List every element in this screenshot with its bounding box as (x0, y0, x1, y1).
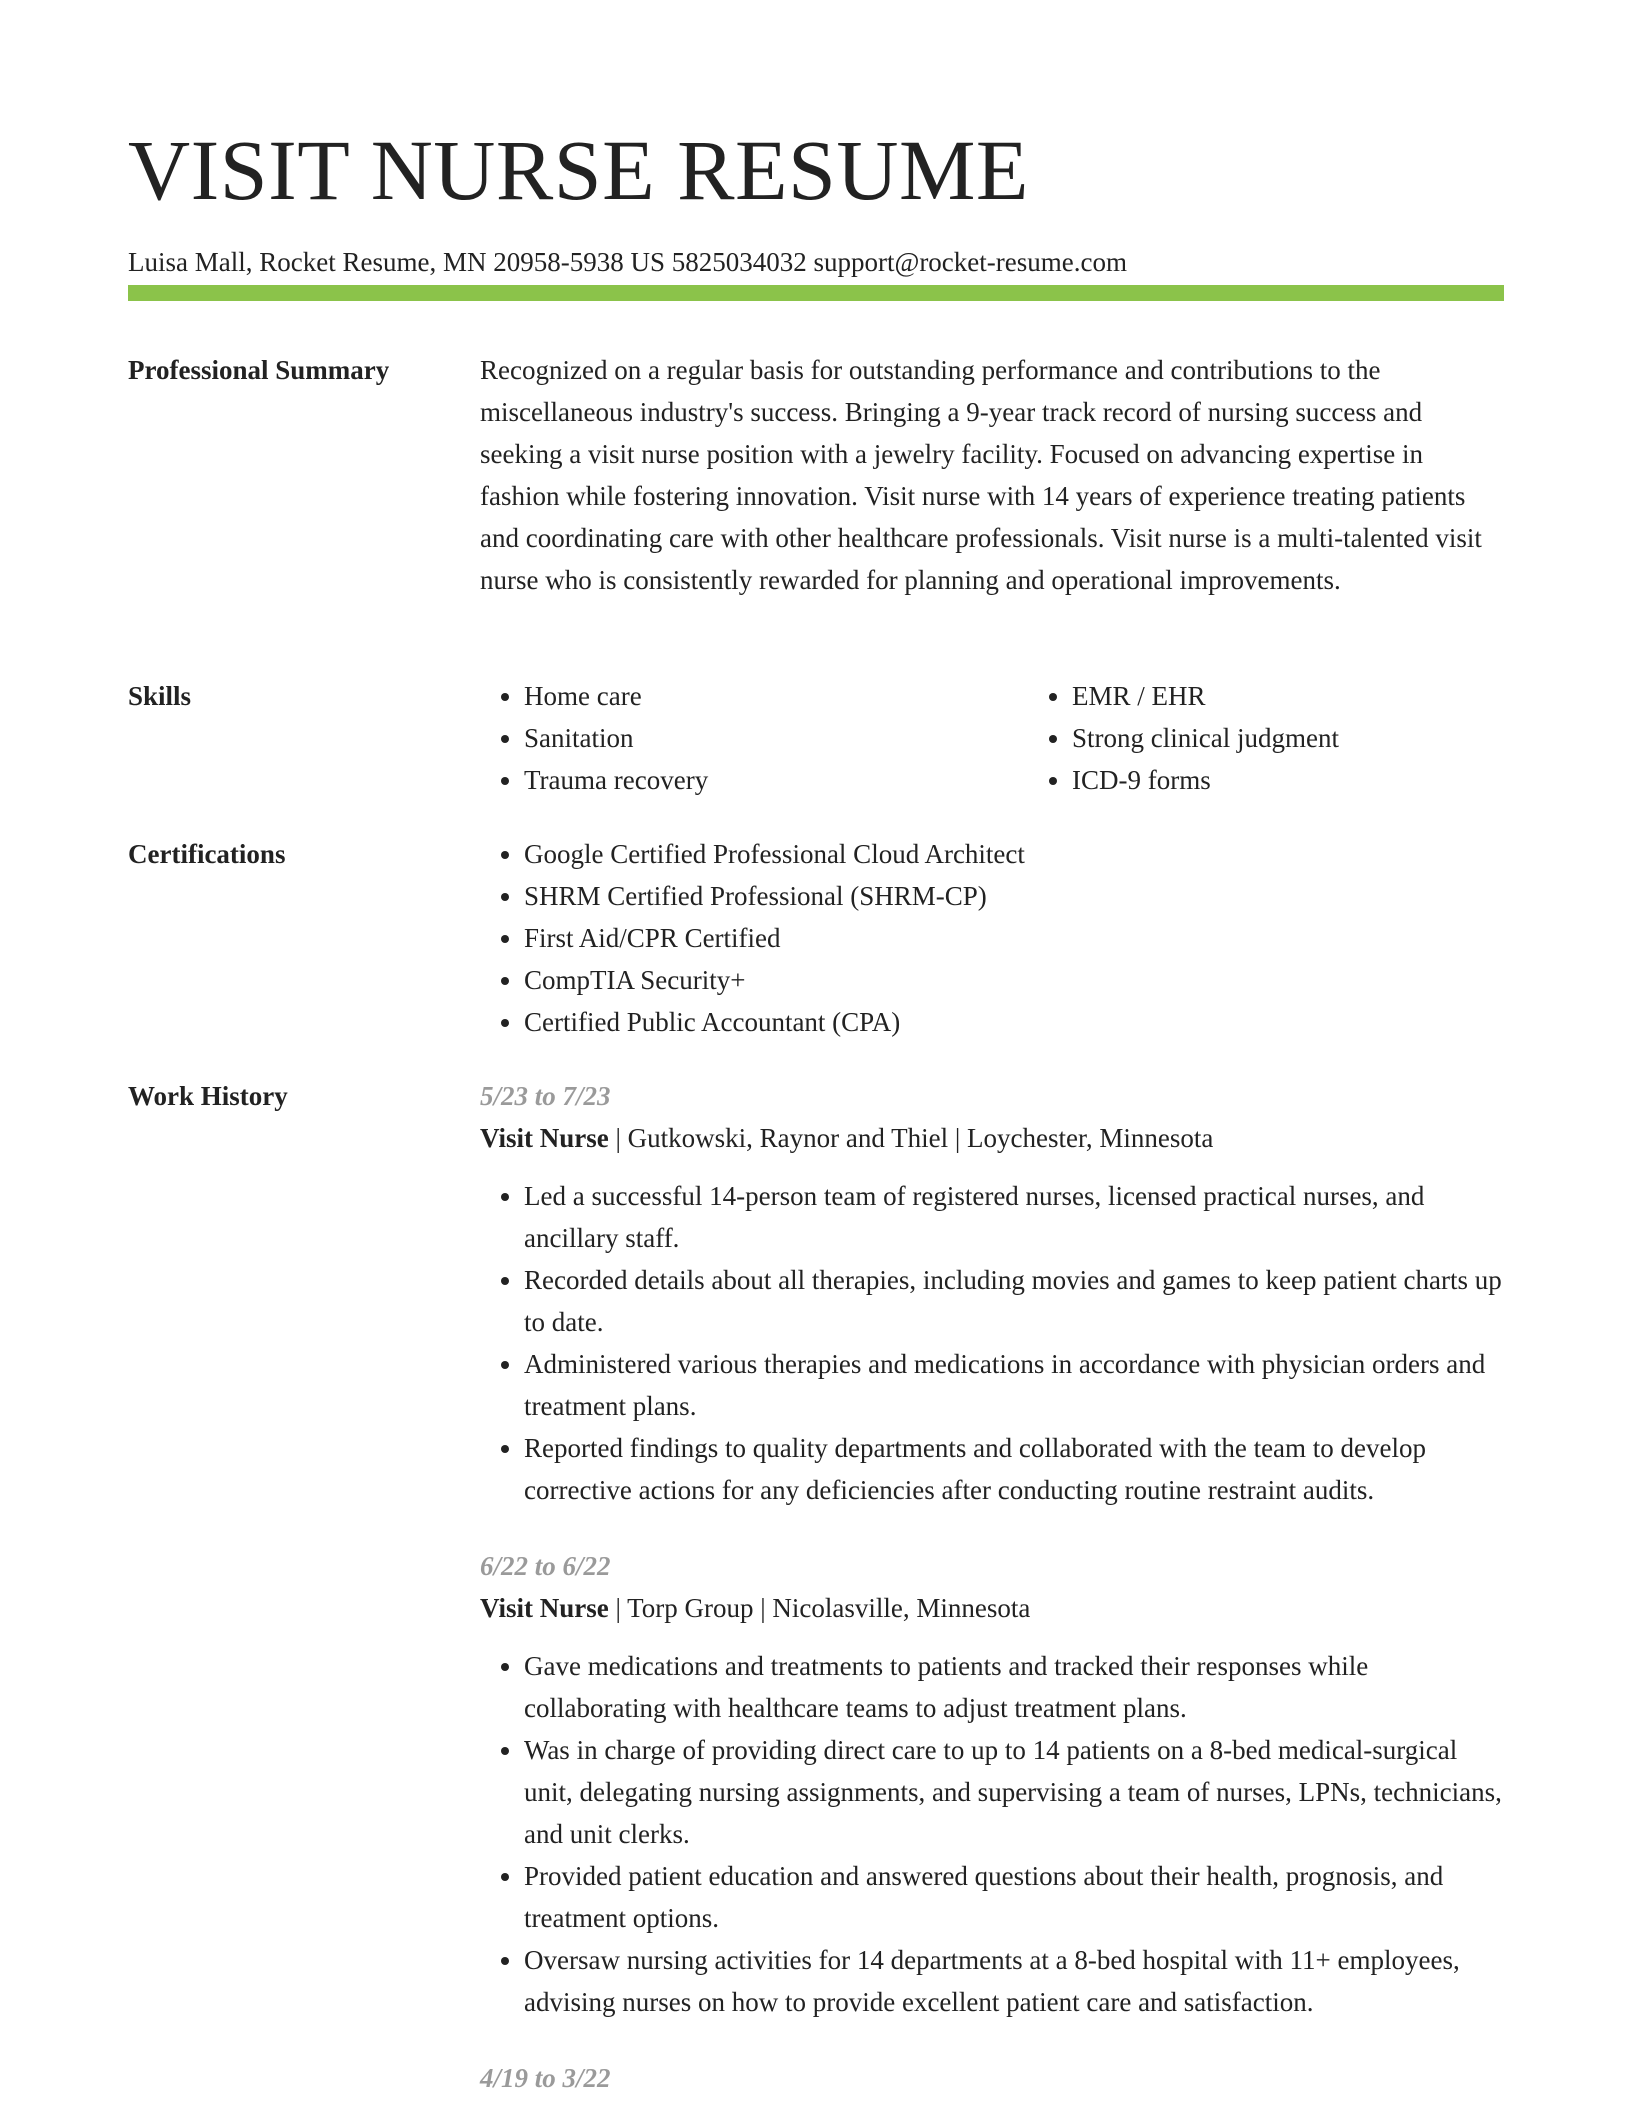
job-title-line (480, 1117, 1504, 1159)
contact-line: Luisa Mall, Rocket Resume, MN 20958-5938 US 5825034032 support@rocket-resume.com (128, 247, 1127, 277)
list-item: • EMR / EHR (1072, 675, 1576, 717)
work-history-section (128, 1075, 1504, 2112)
job-dates: 4/19 to 3/22 (480, 2063, 611, 2093)
list-item: • Recorded details about all therapies, including movies and games to keep patient charts up to date. (524, 1259, 1504, 1343)
list-item: • Gave medications and treatments to patients and tracked their responses while collaborating with healthcare teams to adjust treatment plans. (524, 1645, 1504, 1729)
certifications-label: Certifications (128, 839, 286, 869)
list-item: • Reported findings to quality departments and collaborated with the team to develop corrective actions for any deficiencies after conducting routine restraint audits. (524, 1427, 1504, 1511)
job-dates: 6/22 to 6/22 (480, 1551, 611, 1581)
list-item: • Was in charge of providing direct care to up to 14 patients on a 8-bed medical-surgical unit, delegating nursing assignments, and supervising a team of nurses, LPNs, technicians, and unit clerks. (524, 1729, 1504, 1855)
summary-section (128, 349, 1504, 601)
skills-content (480, 675, 1576, 801)
job-role: Visit Nurse (480, 1593, 609, 1623)
list-item: • Administered various therapies and medications in accordance with physician orders and treatment plans. (524, 1343, 1504, 1427)
work-history-content (480, 1075, 1504, 2112)
skills-label: Skills (128, 681, 192, 711)
summary-label: Professional Summary (128, 355, 390, 385)
job-title-line (480, 1587, 1504, 1629)
certifications-section (128, 833, 1504, 1043)
job-bullets (480, 1645, 1504, 2023)
list-item: • Provided patient education and answered questions about their health, prognosis, and treatment options. (524, 1855, 1504, 1939)
resume-title: VISIT NURSE RESUME (128, 122, 1029, 218)
list-item: • Led a successful 14-person team of registered nurses, licensed practical nurses, and ancillary staff. (524, 1175, 1504, 1259)
job-employer: | Torp Group | Nicolasville, Minnesota (608, 1593, 1031, 1623)
list-item: • Oversaw nursing activities for 14 departments at a 8-bed hospital with 11+ employees, advising nurses on how to provide excellent patient care and satisfaction. (524, 1939, 1504, 2023)
list-item: • CompTIA Security+ (524, 959, 1504, 1001)
list-item: • Certified Public Accountant (CPA) (524, 1001, 1504, 1043)
list-item: • Sanitation (524, 717, 1028, 759)
list-item: • Trauma recovery (524, 759, 1028, 801)
job-role: Visit Nurse (480, 1123, 609, 1153)
list-item: • SHRM Certified Professional (SHRM-CP) (524, 875, 1504, 917)
skills-section (128, 675, 1504, 801)
skills-list-right (1028, 675, 1576, 801)
job-entry (480, 2057, 1504, 2099)
job-entry (480, 1075, 1504, 1511)
certifications-content (480, 833, 1504, 1043)
job-employer: | Gutkowski, Raynor and Thiel | Loychester, Minnesota (608, 1123, 1214, 1153)
job-dates: 5/23 to 7/23 (480, 1081, 611, 1111)
list-item: • ICD-9 forms (1072, 759, 1576, 801)
summary-text: Recognized on a regular basis for outstanding performance and contributions to the miscellaneous industry's success. Bringing a 9-year track record of nursing success and seeking a visit nurse position with a jewelry facility. Focused on advancing expertise in fashion while fostering innovation. Visit nurse with 14 years of experience treating patients and coordinating care with other healthcare professionals. Visit nurse is a multi-talented visit nurse who is consistently rewarded for planning and operational improvements. (480, 355, 1482, 595)
list-item: • First Aid/CPR Certified (524, 917, 1504, 959)
summary-content (480, 349, 1504, 601)
list-item: • Google Certified Professional Cloud Architect (524, 833, 1504, 875)
job-entry (480, 1545, 1504, 2023)
work-history-label: Work History (128, 1081, 288, 1111)
resume-header (128, 120, 1504, 278)
certifications-list (480, 833, 1504, 1043)
list-item: • Home care (524, 675, 1028, 717)
skills-list-left (480, 675, 1028, 801)
list-item: • Strong clinical judgment (1072, 717, 1576, 759)
header-divider (128, 285, 1504, 301)
job-bullets (480, 1175, 1504, 1511)
